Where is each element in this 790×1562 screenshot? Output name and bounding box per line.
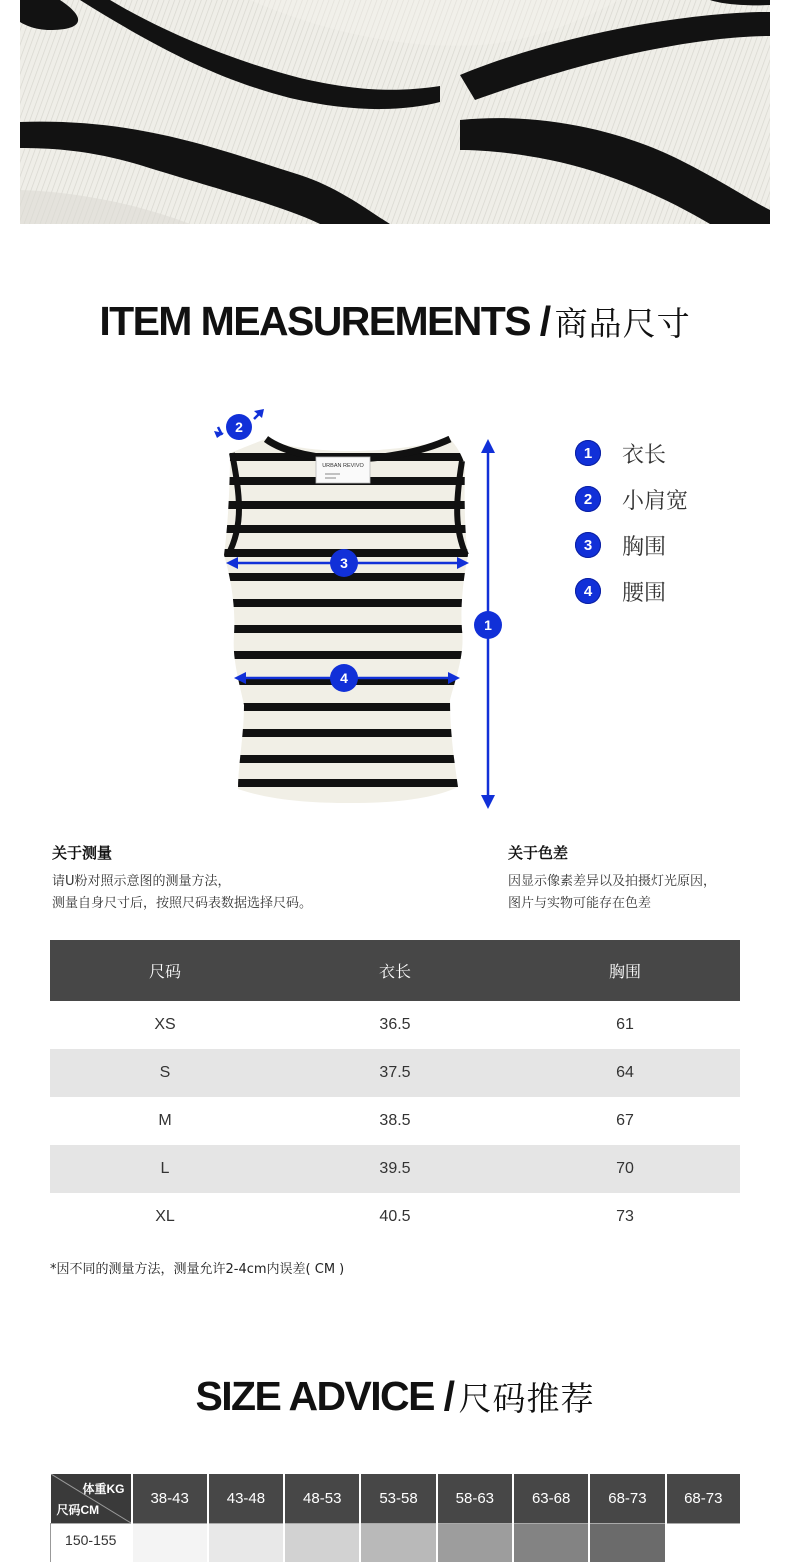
legend-number-4: 4 bbox=[575, 578, 601, 604]
advice-cell bbox=[132, 1524, 208, 1562]
size-advice-heading-en: SIZE ADVICE / bbox=[196, 1373, 454, 1419]
legend-label-length: 衣长 bbox=[622, 438, 666, 469]
measurements-heading bbox=[0, 298, 790, 345]
marker-4: 4 bbox=[340, 670, 348, 686]
advice-cell bbox=[284, 1524, 360, 1562]
cell-chest: 73 bbox=[510, 1193, 740, 1241]
legend-number-3: 3 bbox=[575, 532, 601, 558]
size-advice-heading bbox=[0, 1373, 790, 1420]
measurements-heading-en: ITEM MEASUREMENTS / bbox=[99, 298, 549, 344]
height-axis-label: 尺码CM bbox=[57, 1501, 100, 1518]
measurement-note-title: 关于测量 bbox=[52, 842, 472, 863]
legend-label-chest: 胸围 bbox=[622, 530, 666, 561]
cell-size: S bbox=[50, 1049, 280, 1097]
size-advice-table bbox=[50, 1474, 740, 1562]
header-chest: 胸围 bbox=[510, 940, 740, 1001]
cell-length: 39.5 bbox=[280, 1145, 510, 1193]
legend-number-1: 1 bbox=[575, 440, 601, 466]
cell-chest: 70 bbox=[510, 1145, 740, 1193]
weight-range-header: 63-68 bbox=[513, 1474, 589, 1524]
legend-item-waist bbox=[575, 576, 666, 606]
legend-label-shoulder: 小肩宽 bbox=[622, 484, 688, 515]
advice-cell bbox=[437, 1524, 513, 1562]
advice-cell bbox=[360, 1524, 436, 1562]
advice-corner-cell bbox=[51, 1474, 132, 1524]
table-row bbox=[50, 1097, 740, 1145]
weight-range-header: 58-63 bbox=[437, 1474, 513, 1524]
cell-length: 36.5 bbox=[280, 1001, 510, 1049]
fabric-closeup-image bbox=[20, 0, 770, 224]
measurement-note bbox=[52, 842, 472, 915]
weight-range-header: 48-53 bbox=[284, 1474, 360, 1524]
measurement-footnote: *因不同的测量方法，测量允许2-4cm内误差( CM ) bbox=[50, 1258, 344, 1277]
cell-size: L bbox=[50, 1145, 280, 1193]
size-advice-heading-cn: 尺码推荐 bbox=[459, 1379, 595, 1418]
table-row bbox=[50, 1145, 740, 1193]
advice-row bbox=[51, 1524, 741, 1562]
tank-top-measurement-diagram bbox=[210, 405, 510, 820]
advice-cell bbox=[666, 1524, 740, 1562]
cell-chest: 67 bbox=[510, 1097, 740, 1145]
color-note-title: 关于色差 bbox=[508, 842, 768, 863]
cell-length: 40.5 bbox=[280, 1193, 510, 1241]
legend-item-shoulder bbox=[575, 484, 688, 514]
table-row bbox=[50, 1001, 740, 1049]
weight-range-header: 43-48 bbox=[208, 1474, 284, 1524]
legend-item-length bbox=[575, 438, 666, 468]
cell-length: 37.5 bbox=[280, 1049, 510, 1097]
legend-item-chest bbox=[575, 530, 666, 560]
legend-number-2: 2 bbox=[575, 486, 601, 512]
header-size: 尺码 bbox=[50, 940, 280, 1001]
header-length: 衣长 bbox=[280, 940, 510, 1001]
advice-cell bbox=[589, 1524, 665, 1562]
measurements-heading-cn: 商品尺寸 bbox=[555, 304, 691, 343]
measurement-note-text: 请U粉对照示意图的测量方法， 测量自身尺寸后，按照尺码表数据选择尺码。 bbox=[52, 871, 472, 915]
marker-1: 1 bbox=[484, 617, 492, 633]
size-chart-table bbox=[50, 940, 740, 1241]
advice-header-row bbox=[51, 1474, 741, 1524]
legend-label-waist: 腰围 bbox=[622, 576, 666, 607]
garment-tag-text: URBAN REVIVO bbox=[322, 463, 364, 469]
cell-chest: 64 bbox=[510, 1049, 740, 1097]
cell-chest: 61 bbox=[510, 1001, 740, 1049]
size-chart-header-row bbox=[50, 940, 740, 1001]
weight-axis-label: 体重KG bbox=[82, 1480, 124, 1497]
table-row bbox=[50, 1049, 740, 1097]
advice-cell bbox=[208, 1524, 284, 1562]
color-note bbox=[508, 842, 768, 915]
color-note-text: 因显示像素差异以及拍摄灯光原因， 图片与实物可能存在色差 bbox=[508, 871, 768, 915]
weight-range-header: 68-73 bbox=[589, 1474, 665, 1524]
weight-range-header: 38-43 bbox=[132, 1474, 208, 1524]
cell-size: XL bbox=[50, 1193, 280, 1241]
table-row bbox=[50, 1193, 740, 1241]
height-range-label: 150-155 bbox=[51, 1524, 132, 1562]
weight-range-header: 68-73 bbox=[666, 1474, 740, 1524]
advice-cell bbox=[513, 1524, 589, 1562]
marker-3: 3 bbox=[340, 555, 348, 571]
cell-length: 38.5 bbox=[280, 1097, 510, 1145]
cell-size: M bbox=[50, 1097, 280, 1145]
cell-size: XS bbox=[50, 1001, 280, 1049]
marker-2: 2 bbox=[235, 419, 243, 435]
weight-range-header: 53-58 bbox=[360, 1474, 436, 1524]
